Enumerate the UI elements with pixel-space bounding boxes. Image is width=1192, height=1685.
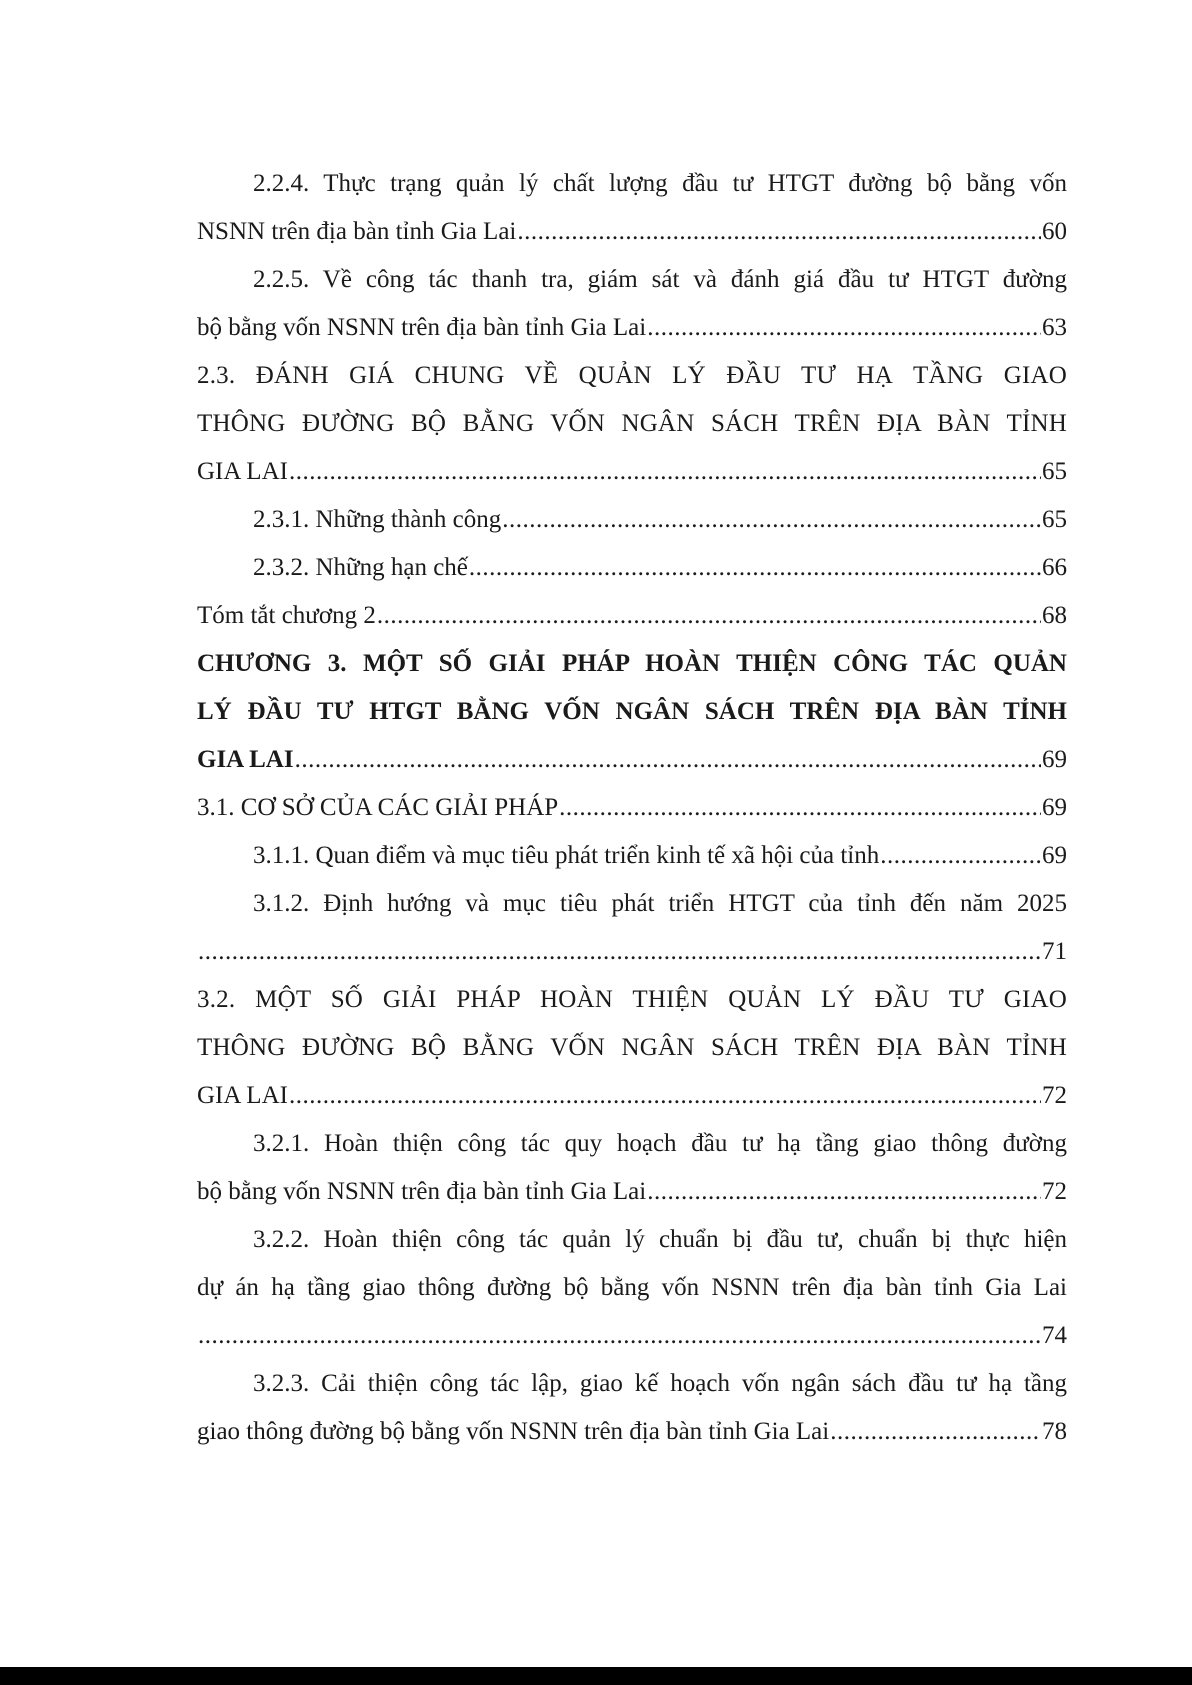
dot-leader	[517, 208, 1041, 256]
toc-entry-3-2-line3[interactable]	[197, 1072, 1067, 1120]
dot-leader	[502, 496, 1041, 544]
toc-page-number: 72	[1042, 1082, 1067, 1109]
toc-entry-3-2-2-line1[interactable]: 3.2.2. Hoàn thiện công tác quản lý chuẩn bị đầu tư, chuẩn bị thực hiện	[253, 1226, 1067, 1253]
toc-entry-3-2-1-line2[interactable]	[197, 1168, 1067, 1216]
toc-entry-2-3-line2[interactable]: THÔNG ĐƯỜNG BỘ BẰNG VỐN NGÂN SÁCH TRÊN ĐỊA BÀN TỈNH	[197, 410, 1067, 437]
toc-entry-2-3-2[interactable]	[197, 544, 1067, 592]
toc-entry-3-1-1[interactable]	[197, 832, 1067, 880]
dot-leader	[559, 784, 1041, 832]
toc-entry-2-2-4-line1[interactable]: 2.2.4. Thực trạng quản lý chất lượng đầu tư HTGT đường bộ bằng vốn	[253, 170, 1067, 197]
toc-entry-3-1-2-line1[interactable]: 3.1.2. Định hướng và mục tiêu phát triển HTGT của tỉnh đến năm 2025	[253, 890, 1067, 917]
toc-page-number: 78	[1042, 1418, 1067, 1445]
toc-entry-text: GIA LAI	[197, 746, 294, 773]
dot-leader	[198, 1312, 1041, 1360]
toc-page-number: 68	[1042, 602, 1067, 629]
toc-entry-chapter-3-line3[interactable]	[197, 736, 1067, 784]
toc-entry-text: 3.1. CƠ SỞ CỦA CÁC GIẢI PHÁP	[197, 794, 559, 821]
toc-page-number: 69	[1042, 746, 1067, 773]
dot-leader	[469, 544, 1041, 592]
toc-entry-3-2-line2[interactable]: THÔNG ĐƯỜNG BỘ BẰNG VỐN NGÂN SÁCH TRÊN ĐỊA BÀN TỈNH	[197, 1034, 1067, 1061]
toc-entry-text: GIA LAI	[197, 458, 288, 485]
toc-entry-3-1[interactable]	[197, 784, 1067, 832]
toc-page-number: 65	[1042, 506, 1067, 533]
toc-entry-text: Tóm tắt chương 2	[197, 602, 376, 629]
toc-entry-text: 3.1.1. Quan điểm và mục tiêu phát triển kinh tế xã hội của tỉnh	[253, 842, 880, 869]
dot-leader	[289, 1072, 1041, 1120]
toc-entry-chapter-3-line1[interactable]: CHƯƠNG 3. MỘT SỐ GIẢI PHÁP HOÀN THIỆN CÔNG TÁC QUẢN	[197, 650, 1067, 677]
toc-entry-text: 2.3.1. Những thành công	[253, 506, 502, 533]
toc-page-number: 72	[1042, 1178, 1067, 1205]
toc-entry-3-2-2-line2[interactable]: dự án hạ tầng giao thông đường bộ bằng vốn NSNN trên địa bàn tỉnh Gia Lai	[197, 1274, 1067, 1301]
toc-entry-text: GIA LAI	[197, 1082, 288, 1109]
toc-page-number: 74	[1042, 1322, 1067, 1349]
toc-entry-3-2-3-line1[interactable]: 3.2.3. Cải thiện công tác lập, giao kế hoạch vốn ngân sách đầu tư hạ tầng	[253, 1370, 1067, 1397]
toc-entry-2-2-5-line1[interactable]: 2.2.5. Về công tác thanh tra, giám sát và đánh giá đầu tư HTGT đường	[253, 266, 1067, 293]
toc-page-number: 65	[1042, 458, 1067, 485]
bottom-edge-bar	[0, 1667, 1192, 1685]
dot-leader	[830, 1408, 1041, 1456]
dot-leader	[647, 1168, 1041, 1216]
toc-entry-3-2-2-line3[interactable]	[197, 1312, 1067, 1360]
toc-entry-text: giao thông đường bộ bằng vốn NSNN trên địa bàn tỉnh Gia Lai	[197, 1418, 830, 1445]
toc-entry-2-3-line3[interactable]	[197, 448, 1067, 496]
dot-leader	[289, 448, 1041, 496]
toc-entry-2-3-1[interactable]	[197, 496, 1067, 544]
toc-entry-chapter-3-line2[interactable]: LÝ ĐẦU TƯ HTGT BẰNG VỐN NGÂN SÁCH TRÊN ĐỊA BÀN TỈNH	[197, 698, 1067, 725]
toc-entry-2-2-4-line2[interactable]	[197, 208, 1067, 256]
table-of-contents	[197, 160, 1067, 1456]
dot-leader	[198, 928, 1041, 976]
toc-entry-2-2-5-line2[interactable]	[197, 304, 1067, 352]
toc-page-number: 69	[1042, 794, 1067, 821]
toc-entry-text: NSNN trên địa bàn tỉnh Gia Lai	[197, 218, 517, 245]
toc-entry-3-2-1-line1[interactable]: 3.2.1. Hoàn thiện công tác quy hoạch đầu tư hạ tầng giao thông đường	[253, 1130, 1067, 1157]
dot-leader	[880, 832, 1041, 880]
toc-entry-3-1-2-line2[interactable]	[197, 928, 1067, 976]
toc-entry-2-3-line1[interactable]: 2.3. ĐÁNH GIÁ CHUNG VỀ QUẢN LÝ ĐẦU TƯ HẠ TẦNG GIAO	[197, 362, 1067, 389]
toc-page-number: 69	[1042, 842, 1067, 869]
toc-entry-3-2-3-line2[interactable]	[197, 1408, 1067, 1456]
toc-entry-text: bộ bằng vốn NSNN trên địa bàn tỉnh Gia Lai	[197, 314, 647, 341]
toc-entry-text: bộ bằng vốn NSNN trên địa bàn tỉnh Gia Lai	[197, 1178, 647, 1205]
toc-entry-text: 2.3.2. Những hạn chế	[253, 554, 468, 581]
toc-page-number: 63	[1042, 314, 1067, 341]
toc-page-number: 66	[1042, 554, 1067, 581]
toc-entry-3-2-line1[interactable]: 3.2. MỘT SỐ GIẢI PHÁP HOÀN THIỆN QUẢN LÝ ĐẦU TƯ GIAO	[197, 986, 1067, 1013]
toc-entry-summary-chapter-2[interactable]	[197, 592, 1067, 640]
dot-leader	[647, 304, 1041, 352]
toc-page-number: 60	[1042, 218, 1067, 245]
toc-page-number: 71	[1042, 938, 1067, 965]
dot-leader	[377, 592, 1041, 640]
dot-leader	[295, 736, 1041, 784]
